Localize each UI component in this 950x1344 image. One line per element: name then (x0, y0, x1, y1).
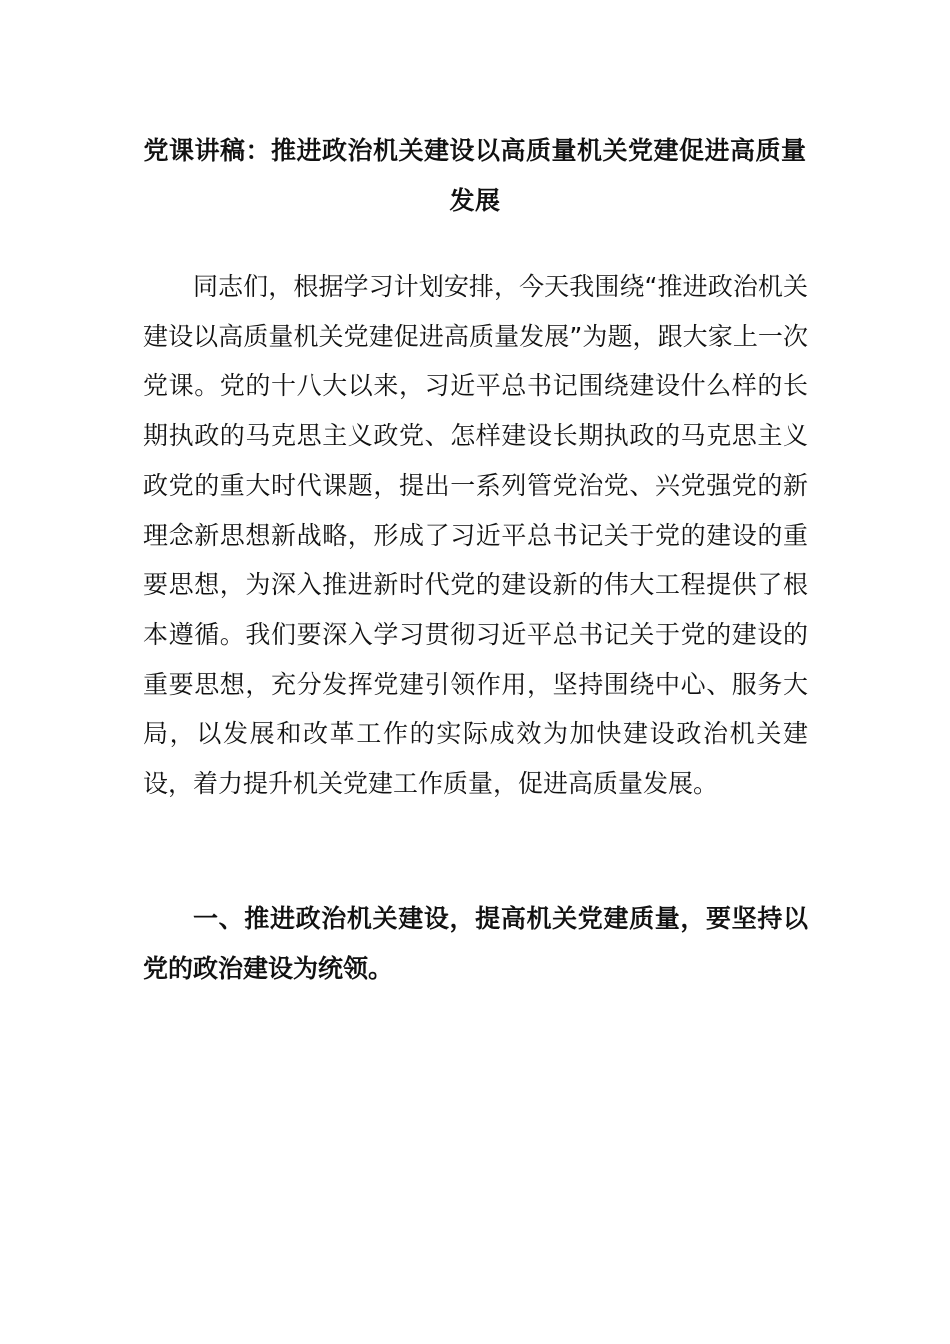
section-heading: 一、推进政治机关建设，提高机关党建质量，要坚持以党的政治建设为统领。 (143, 904, 808, 983)
body-paragraph: 同志们，根据学习计划安排，今天我围绕“推进政治机关建设以高质量机关党建促进高质量发展”为题，跟大家上一次党课。党的十八大以来，习近平总书记围绕建设什么样的长期执政的马克思主义政党、怎样建设长期执政的马克思主义政党的重大时代课题，提出一系列管党治党、兴党强党的新理念新思想新战略，形成了习近平总书记关于党的建设的重要思想，为深入推进新时代党的建设新的伟大工程提供了根本遵循。我们要深入学习贯彻习近平总书记关于党的建设的重要思想，充分发挥党建引领作用，坚持围绕中心、服务大局，以发展和改革工作的实际成效为加快建设政治机关建设，着力提升机关党建工作质量，促进高质量发展。 (143, 272, 808, 799)
document-title: 党课讲稿：推进政治机关建设以高质量机关党建促进高质量发展 (143, 136, 807, 215)
